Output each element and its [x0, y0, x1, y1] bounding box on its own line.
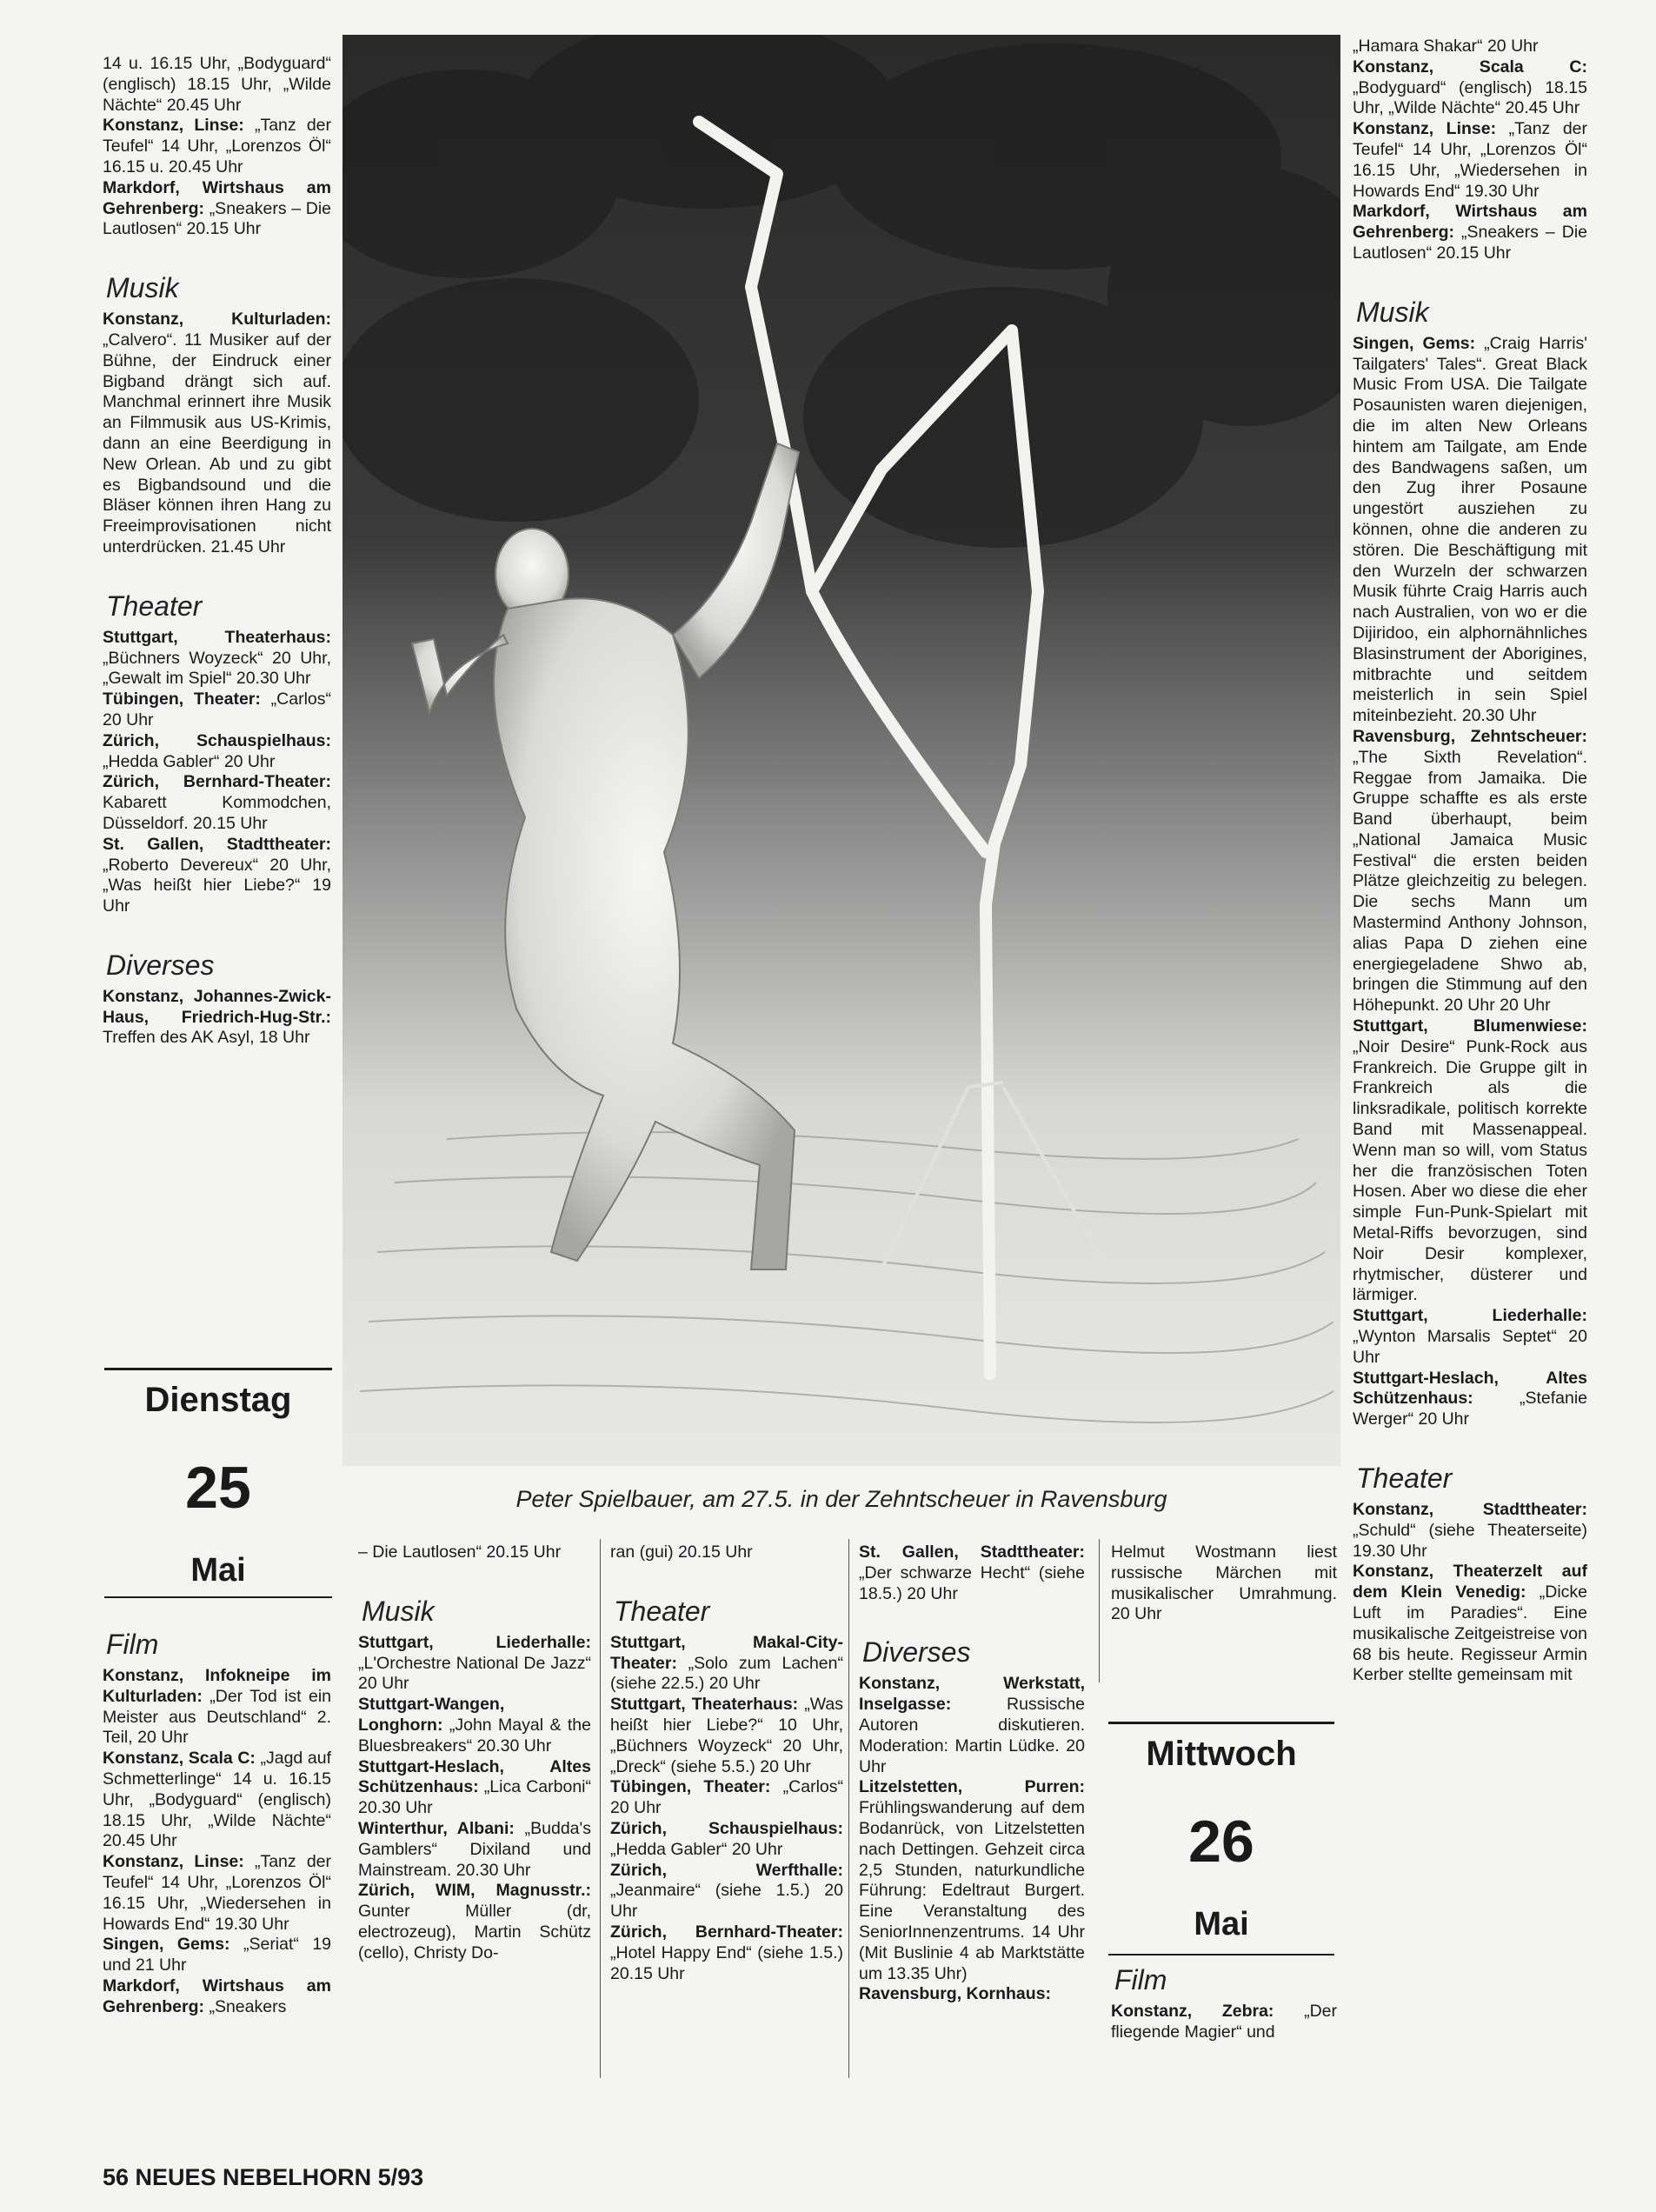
- venue-name: Stuttgart, Blumenwiese:: [1353, 1016, 1587, 1036]
- listing-column-left-bottom: [103, 1610, 331, 2018]
- day-number: 26: [1188, 1809, 1254, 1875]
- venue-name: Stuttgart, Makal-City-Theater:: [610, 1632, 843, 1673]
- listing-entry: [103, 731, 331, 773]
- entry-text: „Carlos“ 20 Uhr: [610, 1777, 843, 1818]
- entry-text: „Der schwarze Hecht“ (siehe 18.5.) 20 Uhr: [859, 1562, 1085, 1603]
- entry-text: „Was heißt hier Liebe?“ 10 Uhr, „Büchners Woyzeck“ 20 Uhr, „Dreck“ (siehe 5.5.) 20 Uhr: [610, 1695, 843, 1776]
- venue-name: Ravensburg, Zehntscheuer:: [1353, 726, 1587, 746]
- listing-entry: [358, 1633, 591, 1695]
- section-heading: Diverses: [862, 1636, 971, 1669]
- entry-text: – Die Lautlosen“ 20.15 Uhr: [358, 1542, 562, 1562]
- venue-name: Markdorf, Wirtshaus am Gehrenberg:: [103, 1975, 331, 2016]
- entry-text: „Schuld“ (siehe Theaterseite) 19.30 Uhr: [1353, 1520, 1587, 1561]
- entry-text: „Hamara Shakar“ 20 Uhr: [1353, 37, 1539, 56]
- entry-text: „Seriat“ 19 und 21 Uhr: [103, 1935, 332, 1975]
- entry-text: „Sneakers – Die Lautlosen“ 20.15 Uhr: [1353, 223, 1587, 263]
- listing-column-6: [1111, 1542, 1337, 1625]
- listing-entry: [103, 987, 331, 1049]
- entry-text: „Der fliegende Magier“ und: [1111, 2002, 1337, 2042]
- listing-entry: [610, 1633, 843, 1695]
- listing-entry: [1111, 1542, 1337, 1625]
- divider: [1108, 1954, 1334, 1955]
- photo-caption: Peter Spielbauer, am 27.5. in der Zehntscheuer in Ravensburg: [515, 1486, 1167, 1512]
- listing-entry: [610, 1542, 843, 1563]
- venue-name: Zürich, Schauspielhaus:: [103, 730, 331, 750]
- entry-text: Frühlingswanderung auf dem Bodanrück, von Litzelstetten nach Dettingen. Gehzeit circa 2,5 Stunden, naturkundliche Führung: Edeltraut Burgert. Eine Veranstaltung des SeniorInnenzentrums. 14 Uhr (Mit Buslinie 4 ab Marktstätte um 13.35 Uhr): [859, 1798, 1085, 1983]
- section-heading: Theater: [614, 1595, 710, 1627]
- listing-entry: [859, 1674, 1085, 1777]
- listing-entry: [1353, 1016, 1587, 1306]
- venue-name: Stuttgart, Liederhalle:: [358, 1632, 591, 1652]
- entry-text: „Sneakers: [204, 1996, 287, 2016]
- listing-entry: [610, 1695, 843, 1777]
- listing-entry: [103, 1666, 331, 1749]
- entry-text: „Craig Harris' Tailgaters' Tales“. Great Black Music From USA. Die Tailgate Posaunisten waren diejenigen, die im alten New Orleans hintem am Tailgate, am Ende des Bandwagens saßen, um den Zug ihrer Posaune ungestört ausziehen zu können, ohne die anderen zu stören. Die Beschäftigung mit den Wurzeln der schwarzen Musik führte Craig Harris auch nach Australien, von wo er die Dijiridoo, ein alphornähnliches Blasinstrument der Aborigines, mitbrachte und seitdem meisterlich in sein Spiel miteinbezieht. 20.30 Uhr: [1353, 333, 1587, 726]
- venue-name: Konstanz, Linse:: [1353, 119, 1497, 139]
- entry-text: „Büchners Woyzeck“ 20 Uhr, „Gewalt im Spiel“ 20.30 Uhr: [103, 648, 331, 689]
- listing-entry: [103, 628, 331, 690]
- entry-text: „Hedda Gabler“ 20 Uhr: [610, 1839, 783, 1859]
- month-label: Mai: [190, 1552, 246, 1589]
- entry-text: „Lica Carboni“ 20.30 Uhr: [358, 1777, 591, 1818]
- listing-entry: [610, 1922, 843, 1984]
- listing-entry: [1353, 57, 1587, 119]
- venue-name: Stuttgart, Theaterhaus:: [103, 627, 331, 647]
- venue-name: Ravensburg, Kornhaus:: [859, 1984, 1052, 2004]
- entry-text: „Sneakers – Die Lautlosen“ 20.15 Uhr: [103, 198, 331, 239]
- venue-name: Litzelstetten, Purren:: [859, 1777, 1085, 1797]
- divider: [104, 1596, 332, 1598]
- entry-text: „Jagd auf Schmetterlinge“ 14 u. 16.15 Uhr, „Bodyguard“ (englisch) 18.15 Uhr, „Wilde Nächte“ 20.45 Uhr: [103, 1749, 331, 1851]
- entry-text: „Calvero“. 11 Musiker auf der Bühne, der Eindruck einer Bigband drängt sich auf. Manchmal erinnert ihre Musik an Filmmusik aus US-Krimis, dann an eine Beerdigung in New Orlean. Ab und zu gibt es Bigbandsound und die Bläser können ihren Hang zu Freeimprovisationen nicht unterdrücken. 21.45 Uhr: [103, 330, 331, 556]
- listing-entry: [358, 1757, 591, 1819]
- venue-name: Konstanz, Infokneipe im Kulturladen:: [103, 1666, 331, 1706]
- listing-entry: [1111, 2002, 1337, 2043]
- entry-text: „Noir Desire“ Punk-Rock aus Frankreich. Die Gruppe gilt in Frankreich als die linksradikale, politisch korrekte Band mit Massenappeal. Wenn man so will, vom Status her die französischen Toten Hosen. Aber wo diese die eher simple Fun-Punk-Spielart mit Metal-Riffs bevorzugen, sind Noir Desir komplexer, rhytmischer, düsterer und lärmiger.: [1353, 1036, 1587, 1305]
- entry-text: „Solo zum Lachen“ (siehe 22.5.) 20 Uhr: [610, 1653, 843, 1694]
- listing-entry: [103, 690, 331, 731]
- listing-entry: [1353, 727, 1587, 1016]
- section-heading: Film: [1114, 1964, 1167, 1995]
- venue-name: Stuttgart-Heslach, Altes Schützenhaus:: [1353, 1368, 1587, 1409]
- listing-entry: [103, 178, 331, 240]
- venue-name: Konstanz, Theaterzelt auf dem Klein Venedig:: [1353, 1562, 1587, 1602]
- listing-entry: [1353, 334, 1587, 727]
- venue-name: Singen, Gems:: [103, 1935, 230, 1955]
- venue-name: Zürich, Bernhard-Theater:: [103, 772, 331, 792]
- entry-text: Russische Autoren diskutieren. Moderation: Martin Lüdke. 20 Uhr: [859, 1695, 1085, 1776]
- entry-text: „Hotel Happy End“ (siehe 1.5.) 20.15 Uhr: [610, 1942, 843, 1983]
- divider: [104, 1368, 332, 1370]
- listing-entry: [1353, 1562, 1587, 1686]
- section-heading: Theater: [1356, 1462, 1453, 1494]
- listing-entry: [103, 310, 331, 558]
- listing-column-4: [610, 1542, 843, 1984]
- listing-entry: [103, 1935, 331, 1976]
- entry-text: „Bodyguard“ (englisch) 18.15 Uhr, „Wilde Nächte“ 20.45 Uhr: [1353, 77, 1587, 118]
- venue-name: Konstanz, Johannes-Zwick-Haus, Friedrich-Hug-Str.:: [103, 986, 331, 1027]
- venue-name: Tübingen, Theater:: [103, 690, 261, 710]
- listing-entry: [103, 772, 331, 834]
- entry-text: Treffen des AK Asyl, 18 Uhr: [103, 1028, 310, 1048]
- day-number: 25: [185, 1455, 251, 1521]
- entry-text: „Stefanie Werger“ 20 Uhr: [1353, 1389, 1587, 1429]
- venue-name: Markdorf, Wirtshaus am Gehrenberg:: [1353, 202, 1587, 243]
- listing-column-left-top: [103, 54, 331, 1049]
- venue-name: Markdorf, Wirtshaus am Gehrenberg:: [103, 177, 331, 218]
- listing-entry: [103, 835, 331, 917]
- listing-entry: [103, 54, 331, 116]
- listing-entry: [610, 1777, 843, 1819]
- venue-name: Zürich, Bernhard-Theater:: [610, 1922, 843, 1942]
- venue-name: St. Gallen, Stadttheater:: [103, 834, 331, 854]
- entry-text: „Tanz der Teufel“ 14 Uhr, „Lorenzos Öl“ 16.15 u. 20.45 Uhr: [103, 116, 332, 177]
- listing-entry: [1353, 119, 1587, 202]
- weekday-label: Dienstag: [144, 1381, 292, 1419]
- venue-name: Konstanz, Scala C:: [103, 1749, 256, 1769]
- venue-name: Stuttgart, Theaterhaus:: [610, 1695, 799, 1715]
- entry-text: „Jeanmaire“ (siehe 1.5.) 20 Uhr: [610, 1881, 843, 1922]
- listing-entry: [1353, 202, 1587, 263]
- section-heading: Theater: [106, 590, 203, 622]
- entry-text: „Hedda Gabler“ 20 Uhr: [103, 751, 276, 771]
- entry-text: Kabarett Kommodchen, Düsseldorf. 20.15 Uhr: [103, 793, 331, 833]
- listing-entry: [610, 1819, 843, 1861]
- section-heading: Musik: [106, 272, 179, 304]
- weekday-label: Mittwoch: [1146, 1735, 1297, 1773]
- listing-entry: [859, 1777, 1085, 1984]
- entry-text: „The Sixth Revelation“. Reggae from Jamaika. Die Gruppe schaffte es als erste Band überhaupt, beim „National Jamaica Music Festival“ die ersten beiden Plätze gleichzeitig zu belegen. Die sechs Mann um Mastermind Anthony Johnson, alias Papa D ziehen eine energiegeladene Shwo ab, bringen die Stimmung auf den Höhepunkt. 20 Uhr 20 Uhr: [1353, 747, 1587, 1016]
- month-label: Mai: [1194, 1906, 1249, 1942]
- listing-entry: [358, 1881, 591, 1963]
- venue-name: Stuttgart-Wangen, Longhorn:: [358, 1695, 505, 1735]
- listing-entry: [1353, 1369, 1587, 1430]
- venue-name: Singen, Gems:: [1353, 333, 1476, 353]
- entry-text: „Roberto Devereux“ 20 Uhr, „Was heißt hier Liebe?“ 19 Uhr: [103, 855, 331, 916]
- venue-name: Konstanz, Zebra:: [1111, 2002, 1274, 2021]
- dancer-photo: [343, 35, 1340, 1466]
- section-heading: Musik: [1356, 296, 1429, 328]
- entry-text: „John Mayal & the Bluesbreakers“ 20.30 Uhr: [358, 1715, 591, 1756]
- listing-column-right: [1353, 37, 1587, 1686]
- listing-entry: [1353, 37, 1587, 57]
- venue-name: Winterthur, Albani:: [358, 1818, 515, 1838]
- entry-text: ran (gui) 20.15 Uhr: [610, 1542, 753, 1562]
- listing-entry: [610, 1861, 843, 1922]
- entry-text: Gunter Müller (dr, electrozeug), Martin Schütz (cello), Christy Do-: [358, 1902, 591, 1962]
- listing-entry: [103, 1976, 331, 2018]
- venue-name: Konstanz, Stadttheater:: [1353, 1500, 1587, 1519]
- entry-text: 14 u. 16.15 Uhr, „Bodyguard“ (englisch) 18.15 Uhr, „Wilde Nächte“ 20.45 Uhr: [103, 54, 331, 115]
- venue-name: Zürich, Schauspielhaus:: [610, 1818, 843, 1838]
- venue-name: Konstanz, Linse:: [103, 1852, 244, 1872]
- listing-column-5: [859, 1542, 1085, 2005]
- venue-name: Stuttgart, Liederhalle:: [1353, 1306, 1587, 1326]
- listing-entry: [358, 1695, 591, 1756]
- listing-entry: [859, 1542, 1085, 1604]
- venue-name: Konstanz, Scala C:: [1353, 57, 1587, 77]
- entry-text: „L'Orchestre National De Jazz“ 20 Uhr: [358, 1653, 591, 1694]
- venue-name: Konstanz, Werkstatt, Inselgasse:: [859, 1674, 1085, 1715]
- section-heading: Musik: [362, 1595, 435, 1627]
- listing-column-3: [358, 1542, 591, 1964]
- entry-text: „Budda's Gamblers“ Dixiland und Mainstream. 20.30 Uhr: [358, 1818, 591, 1880]
- listing-entry: [103, 1749, 331, 1852]
- venue-name: Zürich, WIM, Magnusstr.:: [358, 1881, 591, 1901]
- entry-text: „Der Tod ist ein Meister aus Deutschland“ 2. Teil, 20 Uhr: [103, 1686, 331, 1748]
- listing-entry: [358, 1542, 591, 1563]
- column-divider: [600, 1539, 601, 2078]
- venue-name: Tübingen, Theater:: [610, 1777, 771, 1797]
- entry-text: „Tanz der Teufel“ 14 Uhr, „Lorenzos Öl“ 16.15 Uhr, „Wiedersehen in Howards End“ 19.30 Uhr: [1353, 119, 1587, 201]
- divider: [1108, 1722, 1334, 1724]
- section-heading: Film: [106, 1629, 159, 1660]
- listing-entry: [103, 116, 331, 177]
- listing-entry: [103, 1852, 331, 1935]
- entry-text: Helmut Wostmann liest russische Märchen mit musikalischer Umrahmung. 20 Uhr: [1111, 1542, 1337, 1624]
- venue-name: Konstanz, Linse:: [103, 116, 244, 136]
- listing-entry: [358, 1819, 591, 1881]
- column-divider: [1099, 1539, 1100, 1682]
- day-header-tuesday: [104, 1368, 332, 1598]
- page-footer: 56 NEUES NEBELHORN 5/93: [103, 2164, 424, 2190]
- listing-entry: [859, 1984, 1085, 2005]
- listing-entry: [1353, 1500, 1587, 1562]
- listing-entry: [1353, 1306, 1587, 1368]
- venue-name: Zürich, Werfthalle:: [610, 1860, 843, 1880]
- entry-text: „Tanz der Teufel“ 14 Uhr, „Lorenzos Öl“ 16.15 Uhr, „Wiedersehen in Howards End“ 19.30 Uhr: [103, 1852, 332, 1934]
- venue-name: Stuttgart-Heslach, Altes Schützenhaus:: [358, 1756, 591, 1797]
- venue-name: Konstanz, Kulturladen:: [103, 310, 331, 330]
- section-heading: Diverses: [106, 949, 215, 981]
- day-header-wednesday: [1108, 1722, 1334, 1955]
- entry-text: „Wynton Marsalis Septet“ 20 Uhr: [1353, 1327, 1587, 1367]
- entry-text: „Dicke Luft im Paradies“. Eine musikalische Zeitgeistreise von 68 bis heute. Regisseur Armin Kerber stellte gemeinsam mit: [1353, 1582, 1588, 1685]
- listing-column-6-bottom: [1111, 1963, 1337, 2043]
- entry-text: „Carlos“ 20 Uhr: [103, 690, 331, 730]
- venue-name: St. Gallen, Stadttheater:: [859, 1542, 1085, 1562]
- column-divider: [848, 1539, 849, 2078]
